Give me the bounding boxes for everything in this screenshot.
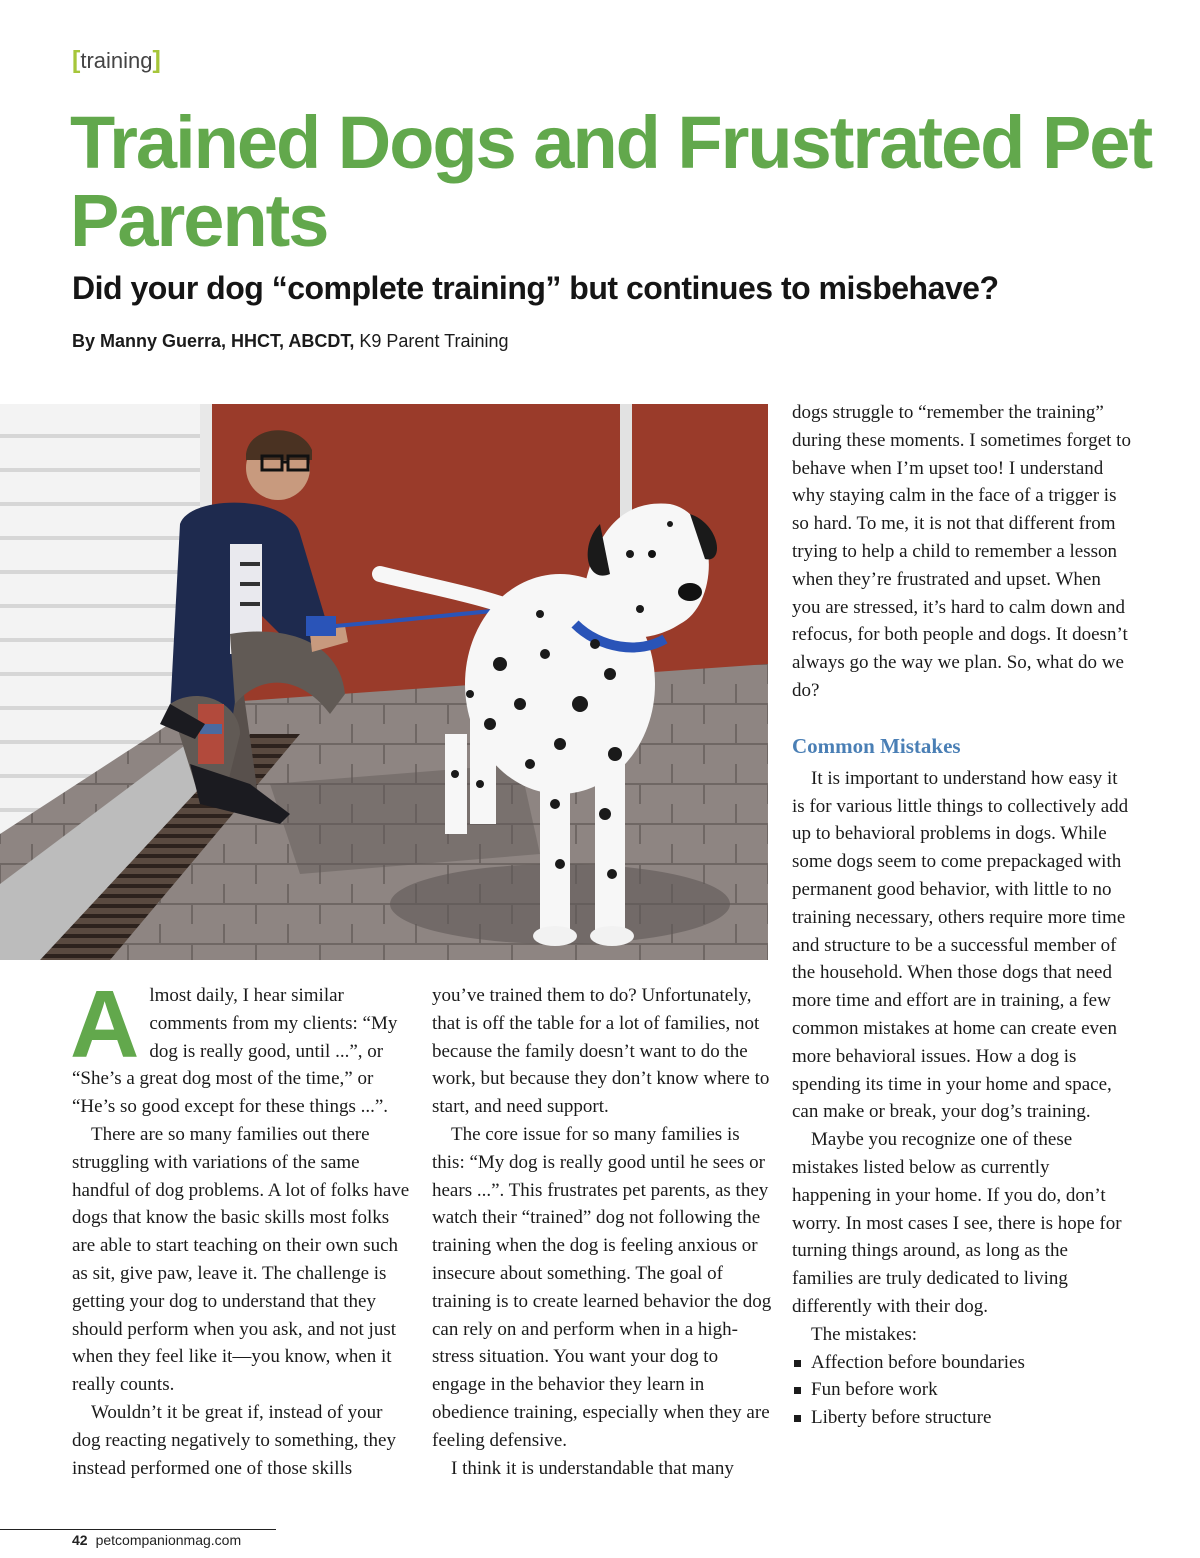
paragraph: It is important to understand how easy it is for various little things to collectively add up to behavioral problems in dogs. While some dogs seem to come prepackaged with permanent good behavior, with little to no training necessary, others require more time and structure to be a successful member of the household. When those dogs that need more time and effort are in training, a few common mistakes at home can create even more behavioral issues. How a dog is spending its time in your home and space, can make or break, your dog’s training. [792, 767, 1129, 1123]
list-item [792, 1404, 1132, 1432]
bracket-open: [ [72, 46, 81, 74]
bracket-close: ] [152, 46, 161, 74]
page-number: 42 [72, 1532, 88, 1548]
footer-rule [0, 1529, 276, 1530]
mistakes-list [792, 1349, 1132, 1432]
column-3 [792, 399, 1132, 1432]
paragraph: There are so many families out there struggling with variations of the same handful of dog problems. A lot of folks have dogs that know the basic skills most folks are able to start teaching on their own such as sit, give paw, leave it. The challenge is getting your dog to understand that they should perform when you ask, and not just when they feel like it—you know, when it really counts. [72, 1123, 410, 1396]
article-title: Trained Dogs and Frustrated Pet Parents [70, 101, 1152, 262]
paragraph-continuation: dogs struggle to “remember the training” during these moments. I sometimes forget to behave when I’m upset too! I understand why staying calm in the face of a trigger is so hard. To me, it is not that different from trying to help a child to remember a lesson when they’re frustrated and upset. When you are stressed, it’s hard to calm down and refocus, for both people and dogs. It doesn’t always go the way we plan. So, what do we do? [792, 402, 1131, 701]
paragraph-continuation: you’ve trained them to do? Unfortunately, that is off the table for a lot of families, not because the family doesn’t want to do the work, but because they don’t know where to start, and need support. [432, 985, 770, 1118]
paragraph: Maybe you recognize one of these mistakes listed below as currently happening in your home. If you do, don’t worry. In most cases I see, there is hope for turning things around, as long as the families are truly dedicated to living differently with their dog. [792, 1129, 1122, 1317]
list-item-text: Fun before work [811, 1379, 938, 1401]
list-item [792, 1376, 1132, 1404]
article-photo [0, 404, 768, 960]
section-label: training [80, 48, 153, 73]
column-1 [70, 971, 412, 1482]
byline [72, 331, 508, 352]
square-bullet-icon [794, 1415, 801, 1422]
list-item-text: Liberty before structure [811, 1407, 992, 1429]
list-item [792, 1349, 1132, 1377]
opening-paragraph: lmost daily, I hear similar comments from my clients: “My dog is really good, until ...”, or “She’s a great dog most of the time,” or “He’s so good except for these things ...”. [72, 985, 398, 1118]
square-bullet-icon [794, 1387, 801, 1394]
footer [72, 1532, 241, 1548]
article-subtitle: Did your dog “complete training” but continues to misbehave? [72, 270, 999, 306]
byline-org: K9 Parent Training [359, 331, 509, 351]
byline-author: By Manny Guerra, HHCT, ABCDT, [72, 331, 355, 351]
man-with-dalmatian-photo [0, 404, 768, 960]
drop-cap: A [70, 971, 140, 1078]
paragraph: Wouldn’t it be great if, instead of your dog reacting negatively to something, they instead performed one of those skills [72, 1401, 396, 1479]
section-heading: Common Mistakes [792, 733, 961, 758]
list-item-text: Affection before boundaries [811, 1351, 1025, 1373]
paragraph: The core issue for so many families is this: “My dog is really good until he sees or hears ...”. This frustrates pet parents, as they watch their “trained” dog not following the training when the dog is feeling anxious or insecure about something. The goal of training is to create learned behavior the dog can rely on and perform when in a high-stress situation. You want your dog to engage in the behavior they learn in obedience training, especially when they are feeling defensive. [432, 1123, 772, 1451]
footer-site: petcompanionmag.com [95, 1532, 242, 1548]
paragraph: The mistakes: [811, 1323, 918, 1345]
column-2 [432, 982, 772, 1482]
paragraph: I think it is understandable that many [451, 1457, 734, 1479]
square-bullet-icon [794, 1360, 801, 1367]
section-tag [72, 46, 161, 75]
